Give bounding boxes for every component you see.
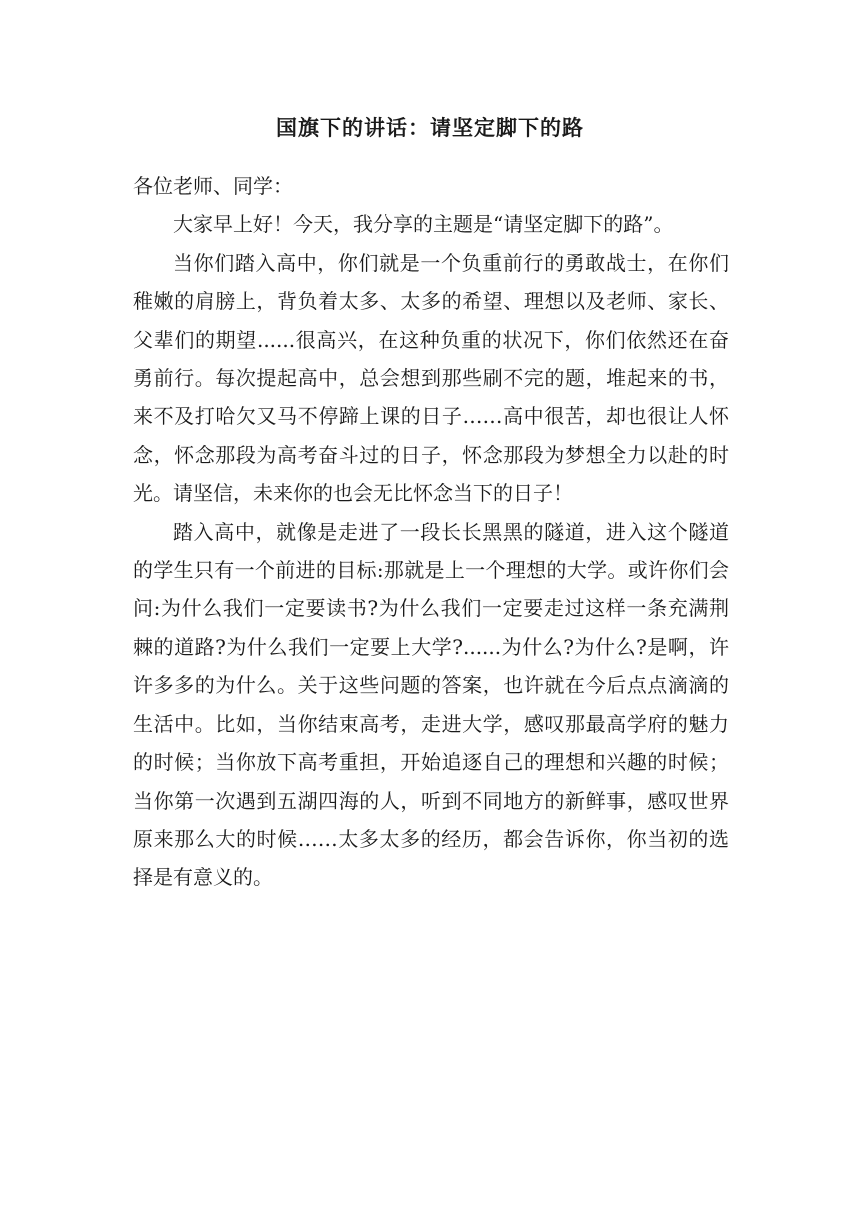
paragraph-greeting: 大家早上好！今天，我分享的主题是“请坚定脚下的路”。 xyxy=(173,212,674,237)
document-body xyxy=(133,167,729,897)
paragraph-high-school: 当你们踏入高中，你们就是一个负重前行的勇敢战士，在你们稚嫩的肩膀上，背负着太多、太多的希望、理想以及老师、家长、父辈们的期望......很高兴，在这种负重的状况下，你们依然还在奋勇前行。每次提起高中，总会想到那些刷不完的题，堆起来的书，来不及打哈欠又马不停蹄上课的日子……高中很苦，却也很让人怀念，怀念那段为高考奋斗过的日子，怀念那段为梦想全力以赴的时光。请坚信，未来你的也会无比怀念当下的日子！ xyxy=(133,250,729,506)
salutation: 各位老师、同学： xyxy=(133,174,293,198)
document-title: 国旗下的讲话：请坚定脚下的路 xyxy=(276,115,584,140)
paragraph-tunnel: 踏入高中，就像是走进了一段长长黑黑的隧道，进入这个隧道的学生只有一个前进的目标:那就是上一个理想的大学。或许你们会问:为什么我们一定要读书?为什么我们一定要走过这样一条充满荆棘的道路?为什么我们一定要上大学?......为什么?为什么?是啊，许许多多的为什么。关于这些问题的答案，也许就在今后点点滴滴的生活中。比如，当你结束高考，走进大学，感叹那最高学府的魅力的时候；当你放下高考重担，开始追逐自己的理想和兴趣的时候；当你第一次遇到五湖四海的人，听到不同地方的新鲜事，感叹世界原来那么大的时候……太多太多的经历，都会告诉你，你当初的选择是有意义的。 xyxy=(133,519,729,890)
